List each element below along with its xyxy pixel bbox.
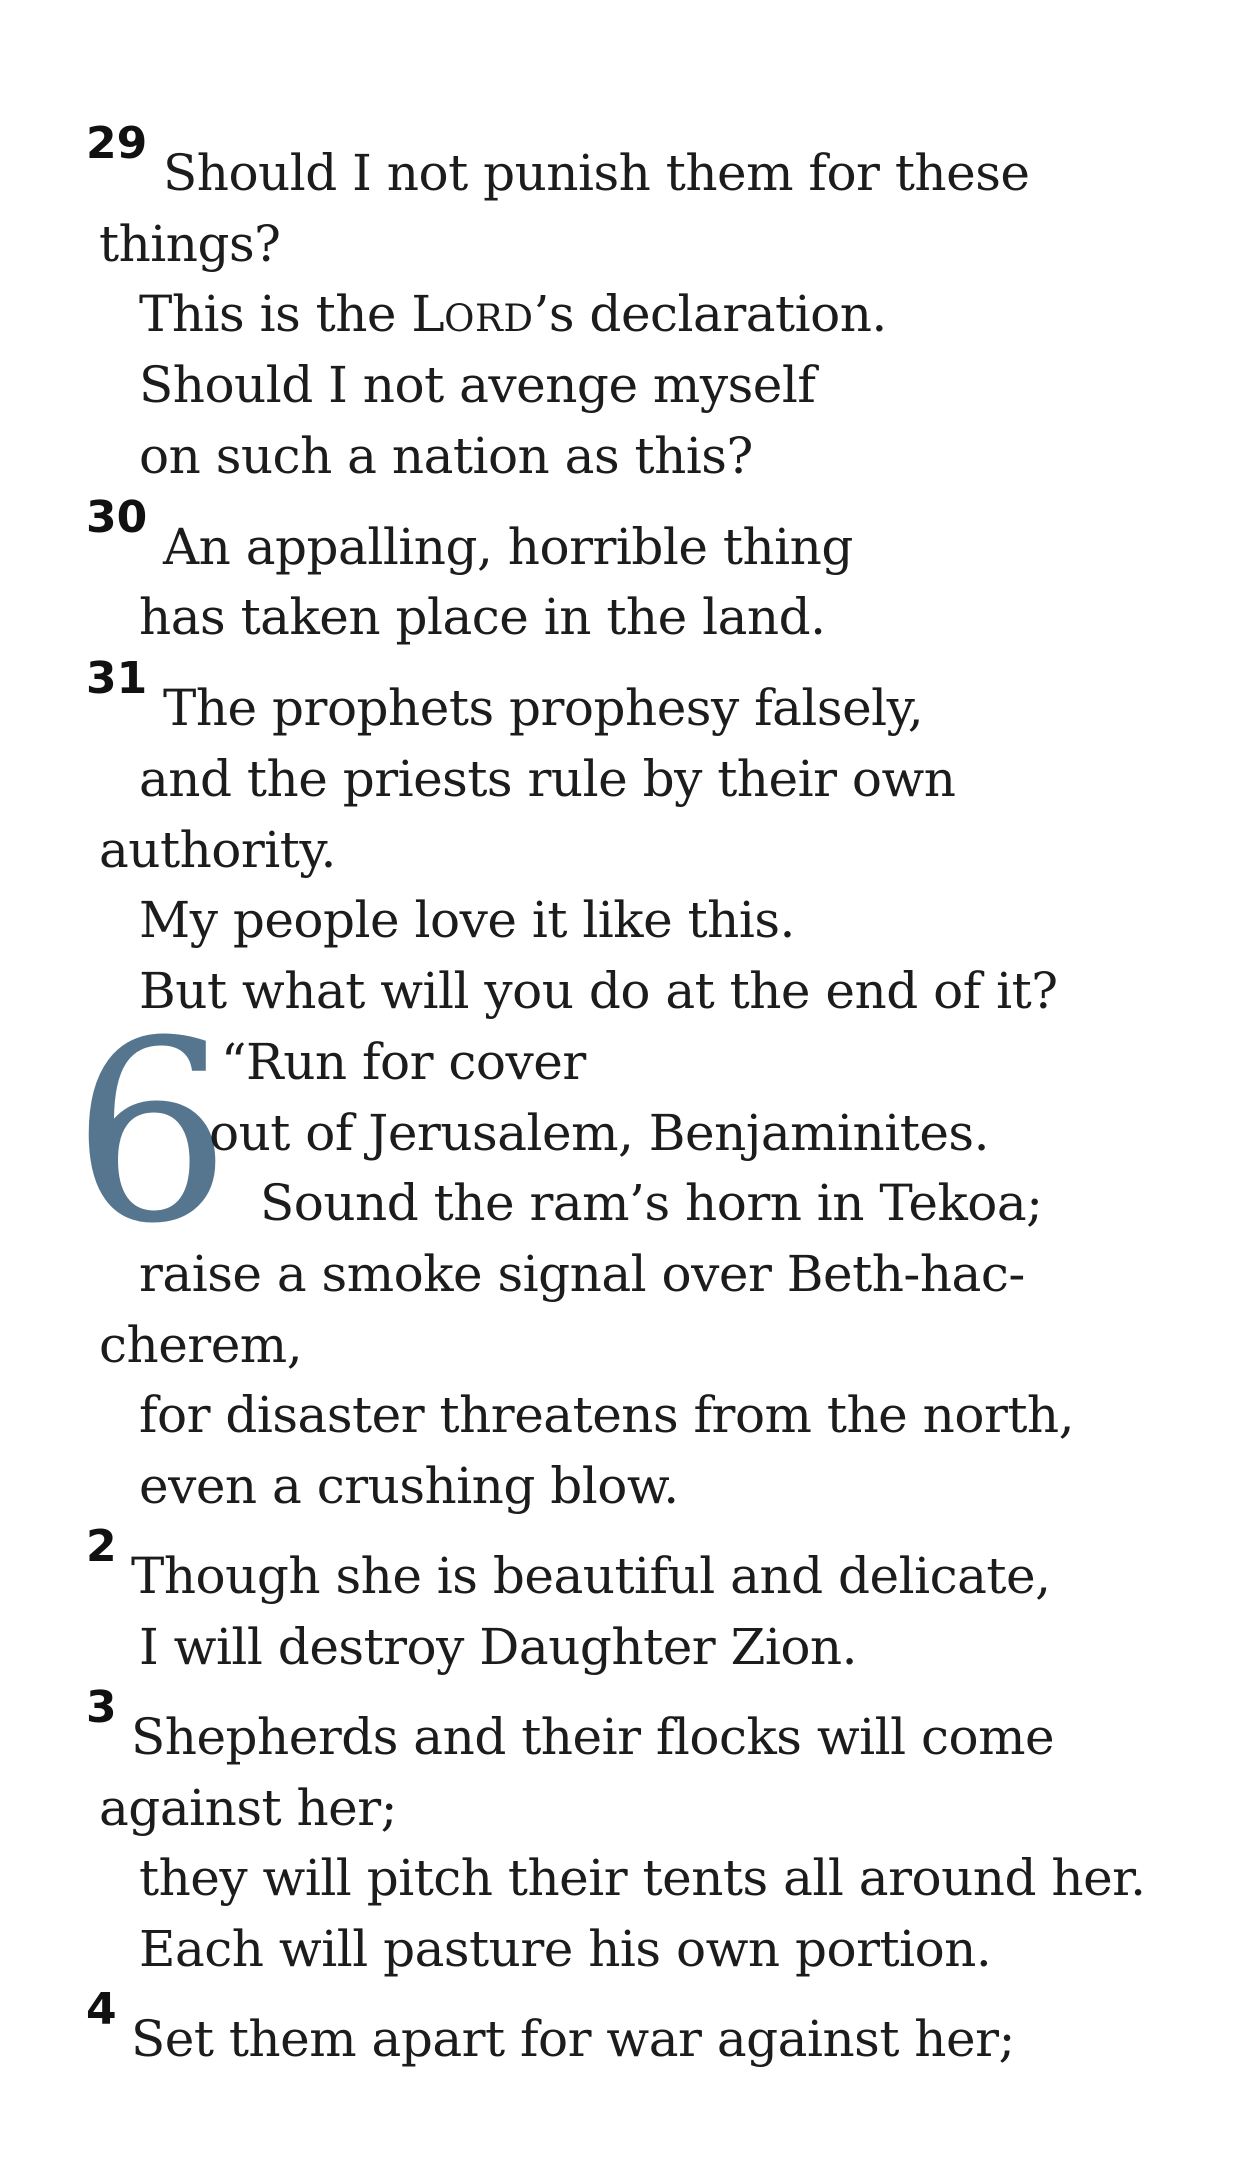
verse-29-line-5: on such a nation as this? bbox=[139, 427, 753, 485]
verse-3-line-1: Shepherds and their flocks will come bbox=[131, 1708, 1055, 1766]
chapter-6-line-2: out of Jerusalem, Benjaminites. bbox=[209, 1104, 989, 1162]
chapter-6-line-5: cherem, bbox=[99, 1316, 303, 1374]
verse-31-line-1: The prophets prophesy falsely, bbox=[163, 679, 924, 737]
verse-29-line-2: things? bbox=[99, 215, 281, 273]
verse-3-line-4: Each will pasture his own portion. bbox=[139, 1920, 992, 1978]
verse-29-line-1: Should I not punish them for these bbox=[163, 144, 1030, 202]
verse-number-4[interactable]: 4 bbox=[86, 1984, 117, 2035]
chapter-6-line-7: even a crushing blow. bbox=[139, 1457, 679, 1515]
chapter-6-line-3: Sound the ram’s horn in Tekoa; bbox=[260, 1174, 1043, 1232]
verse-29-line-3-post: ’s declaration. bbox=[533, 285, 887, 343]
verse-3-line-2: against her; bbox=[99, 1779, 398, 1837]
verse-31-line-3: authority. bbox=[99, 821, 336, 879]
verse-30-line-1: An appalling, horrible thing bbox=[163, 518, 853, 576]
chapter-6-line-6: for disaster threatens from the north, bbox=[139, 1386, 1075, 1444]
verse-2-line-2: I will destroy Daughter Zion. bbox=[139, 1618, 858, 1676]
chapter-6-line-1: “Run for cover bbox=[221, 1033, 586, 1091]
verse-31-line-2: and the priests rule by their own bbox=[139, 750, 956, 808]
chapter-6-line-4: raise a smoke signal over Beth-hac- bbox=[139, 1245, 1025, 1303]
lord-small-caps: ORD bbox=[444, 297, 534, 340]
verse-number-31[interactable]: 31 bbox=[86, 653, 148, 704]
verse-29-line-4: Should I not avenge myself bbox=[139, 356, 816, 414]
verse-29-line-3 bbox=[139, 285, 887, 343]
verse-31-line-5: But what will you do at the end of it? bbox=[139, 962, 1058, 1020]
verse-number-29[interactable]: 29 bbox=[86, 118, 148, 169]
verse-31-line-4: My people love it like this. bbox=[139, 891, 795, 949]
verse-number-2[interactable]: 2 bbox=[86, 1521, 117, 1572]
verse-4-line-1: Set them apart for war against her; bbox=[131, 2010, 1015, 2068]
verse-2-line-1: Though she is beautiful and delicate, bbox=[131, 1547, 1051, 1605]
verse-30-line-2: has taken place in the land. bbox=[139, 588, 826, 646]
verse-number-30[interactable]: 30 bbox=[86, 492, 148, 543]
chapter-number-drop-cap[interactable]: 6 bbox=[72, 987, 232, 1278]
verse-3-line-3: they will pitch their tents all around her. bbox=[139, 1849, 1146, 1907]
verse-number-3[interactable]: 3 bbox=[86, 1682, 117, 1733]
verse-29-line-3-pre: This is the L bbox=[139, 285, 445, 343]
